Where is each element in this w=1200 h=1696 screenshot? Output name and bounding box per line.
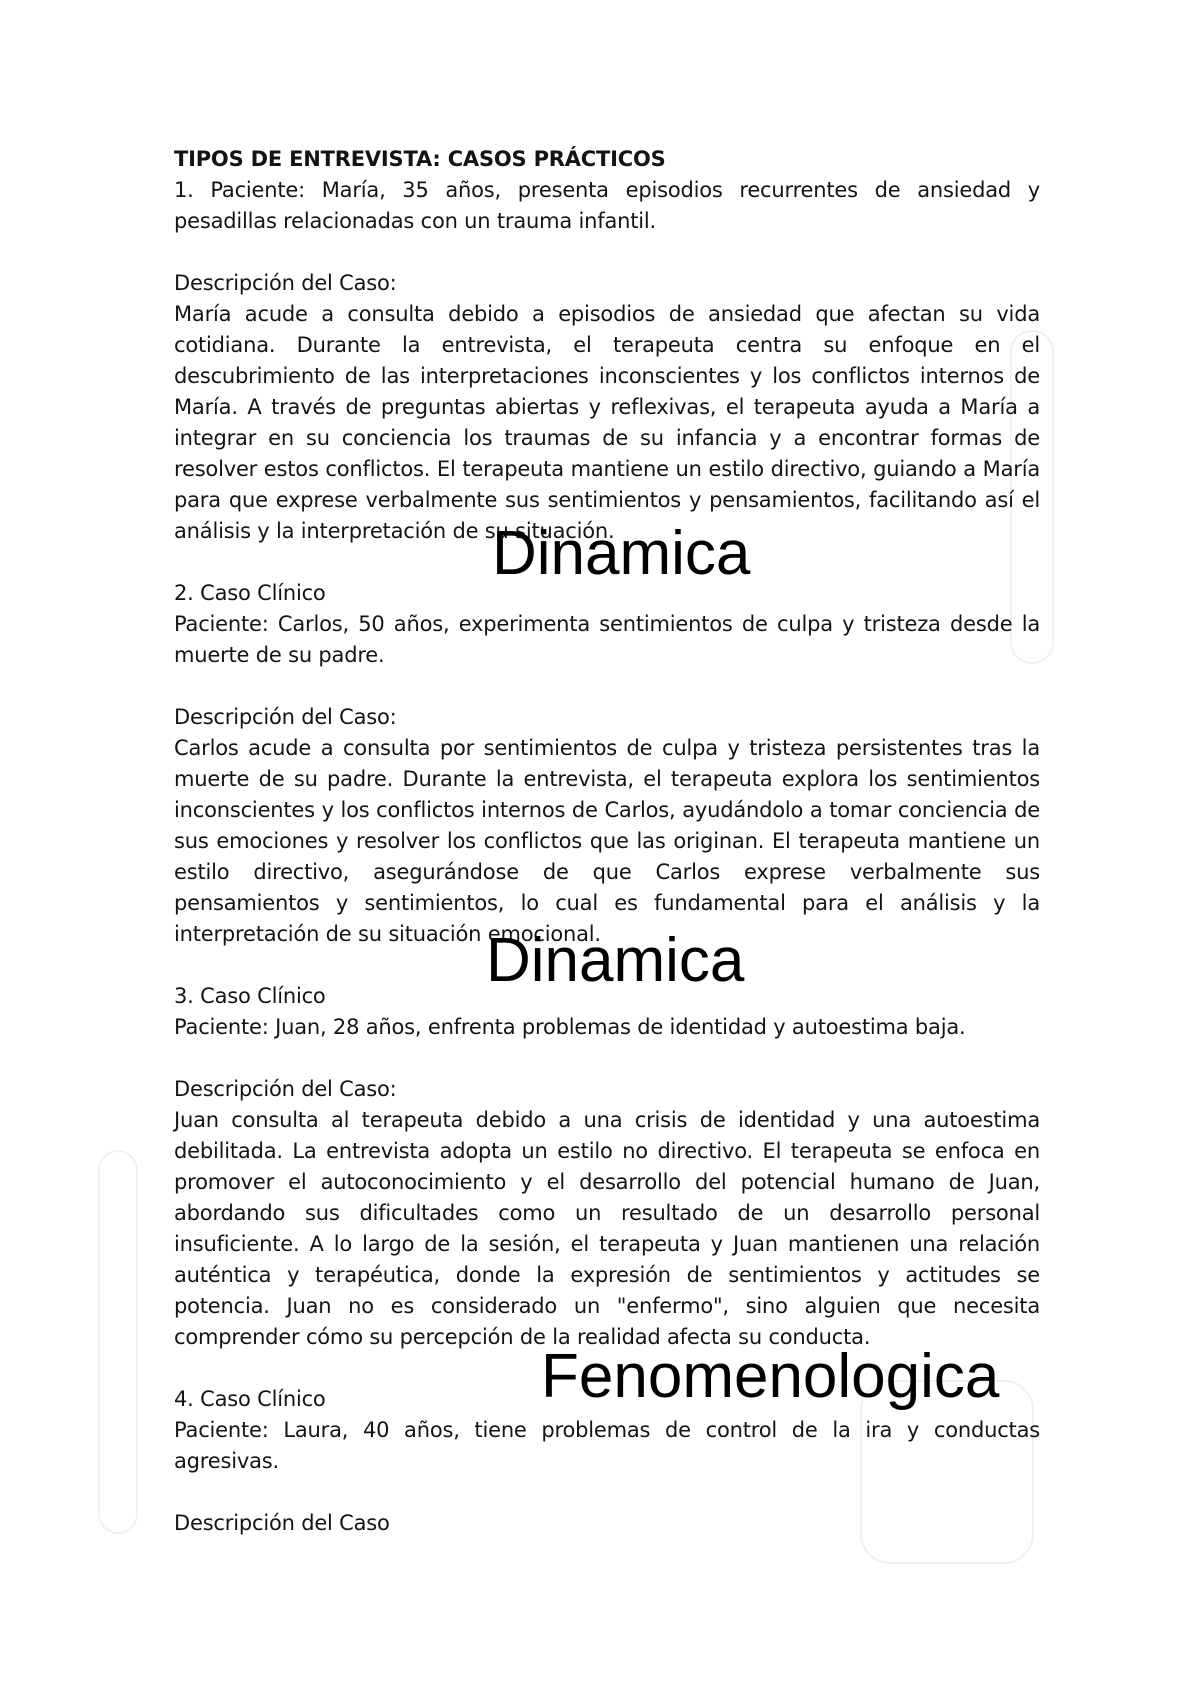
- spacer: [174, 1477, 1040, 1508]
- spacer: [174, 237, 1040, 268]
- case2-heading: 2. Caso Clínico: [174, 581, 326, 605]
- case2-description: Carlos acude a consulta por sentimientos de culpa y tristeza persistentes tras la muerte de su padre. Durante la entrevista, el terapeuta explora los sentimientos inconscientes y los conflictos internos de Carlos, ayudándolo a tomar conciencia de sus emociones y resolver los conflictos que las originan. El terapeuta mantiene un estilo directivo, asegurándose de que Carlos exprese verbalmente sus pensamientos y sentimientos, lo cual es fundamental para el análisis y la interpretación de su situación emocional.: [174, 736, 1040, 946]
- case3-description: Juan consulta al terapeuta debido a una crisis de identidad y una autoestima debilitada. La entrevista adopta un estilo no directivo. El terapeuta se enfoca en promover el autoconocimiento y el desarrollo del potencial humano de Juan, abordando sus dificultades como un resultado de un desarrollo personal insuficiente. A lo largo de la sesión, el terapeuta y Juan mantienen una relación auténtica y terapéutica, donde la expresión de sentimientos y actitudes se potencia. Juan no es considerado un "enfermo", sino alguien que necesita comprender cómo su percepción de la realidad afecta su conducta.: [174, 1108, 1040, 1349]
- case2-description-heading: Descripción del Caso:: [174, 705, 397, 729]
- case1-annotation: Dinamica: [492, 519, 751, 588]
- case2-annotation: Dinamica: [486, 926, 745, 995]
- case3-heading: 3. Caso Clínico: [174, 984, 326, 1008]
- case3-annotation: Fenomenologica: [541, 1342, 1000, 1411]
- case3-patient: Paciente: Juan, 28 años, enfrenta problemas de identidad y autoestima baja.: [174, 1015, 966, 1039]
- case3-description-heading: Descripción del Caso:: [174, 1077, 397, 1101]
- case1-description-heading: Descripción del Caso:: [174, 271, 397, 295]
- case1-description: María acude a consulta debido a episodios de ansiedad que afectan su vida cotidiana. Durante la entrevista, el terapeuta centra su enfoque en el descubrimiento de las interpretaciones inconscientes y los conflictos internos de María. A través de preguntas abiertas y reflexivas, el terapeuta ayuda a María a integrar en su conciencia los traumas de su infancia y a encontrar formas de resolver estos conflictos. El terapeuta mantiene un estilo directivo, guiando a María para que exprese verbalmente sus sentimientos y pensamientos, facilitando así el análisis y la interpretación de su situación.: [174, 302, 1040, 543]
- case4-heading: 4. Caso Clínico: [174, 1387, 326, 1411]
- document-title: TIPOS DE ENTREVISTA: CASOS PRÁCTICOS: [174, 147, 666, 171]
- scan-artifact: [98, 1150, 138, 1534]
- document-body: [174, 144, 1040, 1539]
- spacer: [174, 671, 1040, 702]
- case2-patient: Paciente: Carlos, 50 años, experimenta sentimientos de culpa y tristeza desde la muerte de su padre.: [174, 612, 1040, 667]
- spacer: [174, 1043, 1040, 1074]
- case1-patient: 1. Paciente: María, 35 años, presenta episodios recurrentes de ansiedad y pesadillas relacionadas con un trauma infantil.: [174, 178, 1040, 233]
- case4-patient: Paciente: Laura, 40 años, tiene problemas de control de la ira y conductas agresivas.: [174, 1418, 1040, 1473]
- case4-description-heading: Descripción del Caso: [174, 1511, 390, 1535]
